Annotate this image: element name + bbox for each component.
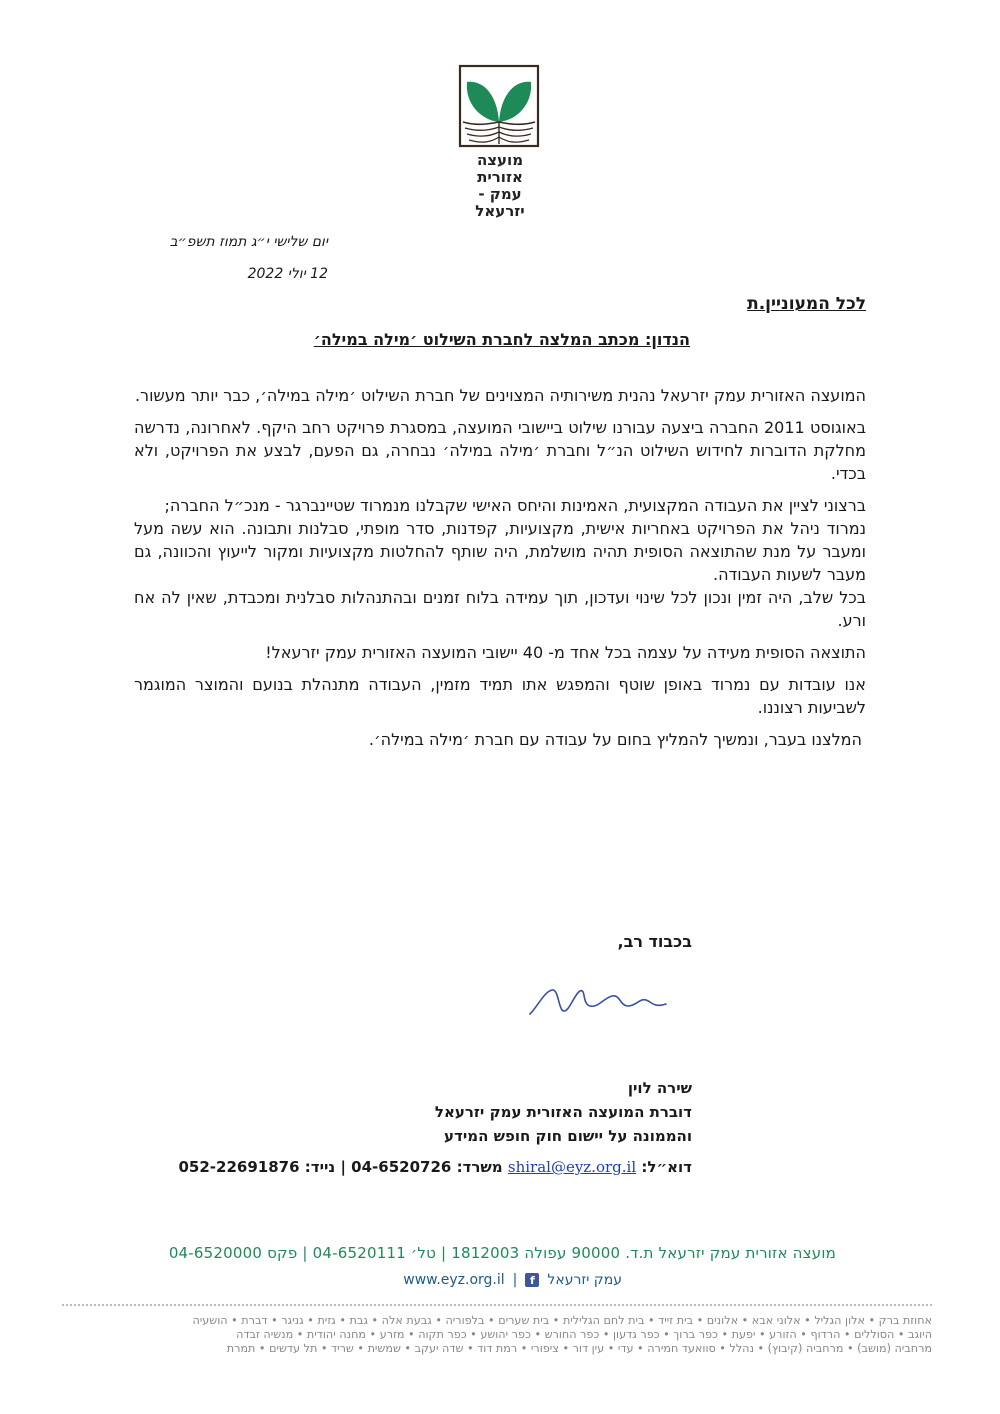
email-label: דוא״ל: bbox=[641, 1158, 692, 1176]
handwritten-signature bbox=[528, 982, 668, 1022]
body-paragraph-3c: בכל שלב, היה זמין ונכון לכל שינוי ועדכון, תוך עמידה בלוח זמנים ובהתנהלות סבלנית ומכבדת, שאין לה אח ורע. bbox=[134, 588, 866, 630]
body-paragraph-5: אנו עובדות עם נמרוד באופן שוטף והמפגש אתו תמיד מזמין, העבודה מתנהלת בנועם והמוצר המוגמר לשביעות רצוננו. bbox=[134, 675, 866, 717]
subject-line: הנדון: מכתב המלצה לחברת השילוט ׳מילה במילה׳ bbox=[313, 330, 690, 349]
body-paragraph-3a: ברצוני לציין את העבודה המקצועית, האמינות והיחס האישי שקבלנו מנמרוד שטיינברגר - מנכ״ל החברה; bbox=[164, 496, 866, 515]
date-block bbox=[170, 232, 328, 296]
settlements-line-1: אחוזת ברק • אלון הגליל • אלוני אבא • אלונים • בית זייד • בית לחם הגלילית • בית שערים • בלפוריה • גבעת אלה • גבת • גזית • גניגר • דברת • הושעיה bbox=[192, 1314, 932, 1327]
website-link[interactable]: www.eyz.org.il bbox=[403, 1272, 505, 1288]
signer-block bbox=[435, 1076, 692, 1148]
settlements-line-3: מרחביה (מושב) • מרחביה (קיבוץ) • נהלל • סוואעד חמירה • עדי • עין דור • ציפורי • רמת דוד • שדה יעקב • שמשית • שריד • תל עדשים • תמרת bbox=[226, 1342, 932, 1355]
office-label: משרד: bbox=[456, 1158, 503, 1176]
footer-links bbox=[403, 1272, 622, 1288]
body-paragraph-6: המלצנו בעבר, ונמשיך להמליץ בחום על עבודה עם חברת ׳מילה במילה׳. bbox=[368, 730, 862, 749]
email-link[interactable]: shiral@eyz.org.il bbox=[507, 1158, 637, 1176]
settlements-line-2: היוגב • הסוללים • הרדוף • הזורע • יפעת • כפר ברוך • כפר גדעון • כפר החורש • כפר יהושע • כפר תקוה • מזרע • מחנה יהודית • מנשיה זבדה bbox=[236, 1328, 932, 1341]
contact-line bbox=[178, 1158, 692, 1176]
settlements-list bbox=[62, 1314, 932, 1356]
contact-separator: | bbox=[340, 1158, 346, 1176]
signer-title-2: והממונה על יישום חוק חופש המידע bbox=[444, 1127, 692, 1145]
logo-name-line2: עמק -יזרעאל bbox=[475, 185, 525, 220]
council-logo bbox=[455, 64, 545, 220]
addressee: לכל המעוניין.ת bbox=[747, 294, 866, 314]
mobile-label: נייד: bbox=[304, 1158, 336, 1176]
footer-address: מועצה אזורית עמק יזרעאל ת.ד. 90000 עפולה 1812003 | טל׳ 04-6520111 | פקס 04-6520000 bbox=[168, 1244, 836, 1262]
gregorian-date: 12 יולי 2022 bbox=[247, 266, 328, 282]
facebook-page-label[interactable]: עמק יזרעאל bbox=[547, 1272, 622, 1288]
closing-salutation: בכבוד רב, bbox=[617, 932, 692, 951]
body-paragraph-3b: נמרוד ניהל את הפרויקט באחריות אישית, מקצועיות, קפדנות, סדר מופתי, סבלנות ותבונה. הוא עשה מעל ומעבר על מנת שהתוצאה הסופית תהיה מושלמת, היה שותף להחלטות מקצועיות ומקור לייעוץ והכוונה, גם מעבר לשעות העבודה. bbox=[134, 519, 866, 584]
body-paragraph-4: התוצאה הסופית מעידה על עצמה בכל אחד מ- 40 יישובי המועצה האזורית עמק יזרעאל! bbox=[265, 643, 866, 662]
footer-divider bbox=[62, 1304, 932, 1306]
mobile-phone: 052-22691876 bbox=[178, 1158, 300, 1176]
hebrew-date: יום שלישי י״ג תמוז תשפ״ב bbox=[169, 234, 328, 250]
logo-name-line1: מועצה אזורית bbox=[476, 151, 524, 186]
body-paragraph-1: המועצה האזורית עמק יזרעאל נהנית משירותיה המצוינים של חברת השילוט ׳מילה במילה׳, כבר יותר מעשור. bbox=[134, 386, 866, 405]
office-phone: 04-6520726 bbox=[351, 1158, 452, 1176]
body-paragraph-2: באוגוסט 2011 החברה ביצעה עבורנו שילוט ביישובי המועצה, במסגרת פרויקט רחב היקף. לאחרונה, נדרשה מחלקת הדוברות לחידוש השילוט הנ״ל וחברת ׳מילה במילה׳ נבחרה, גם הפעם, לבצע את הפרויקט, ולא בכדי. bbox=[134, 418, 866, 483]
signer-title-1: דוברת המועצה האזורית עמק יזרעאל bbox=[434, 1103, 692, 1121]
signer-name: שירה לוין bbox=[627, 1079, 692, 1097]
footer-separator: | bbox=[512, 1272, 518, 1288]
letter-body bbox=[134, 384, 866, 760]
logo-emblem-icon bbox=[457, 64, 541, 148]
facebook-icon[interactable]: f bbox=[525, 1273, 539, 1287]
